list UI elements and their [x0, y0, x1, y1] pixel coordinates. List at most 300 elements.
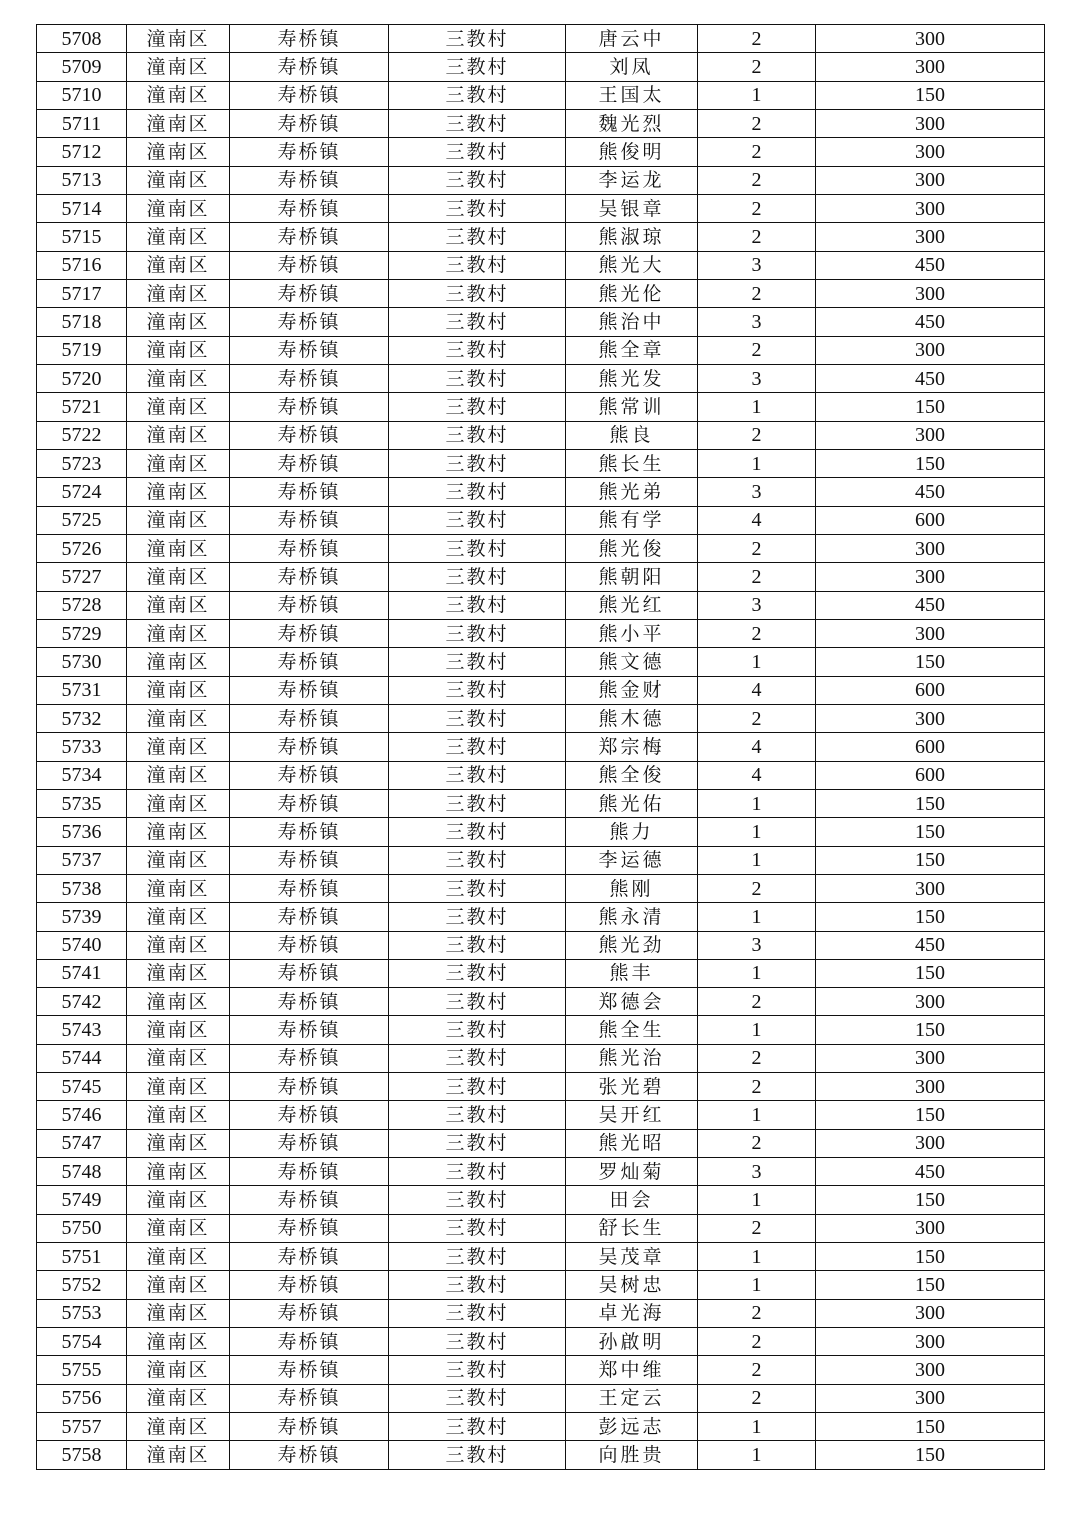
district-cell: 潼南区 — [127, 1073, 230, 1101]
serial-number-cell: 5711 — [37, 109, 127, 137]
amount-cell: 300 — [816, 1073, 1045, 1101]
amount-cell: 300 — [816, 874, 1045, 902]
amount-cell: 150 — [816, 1413, 1045, 1441]
name-cell: 彭远志 — [566, 1413, 698, 1441]
district-cell: 潼南区 — [127, 478, 230, 506]
household-size-cell: 3 — [698, 251, 816, 279]
serial-number-cell: 5751 — [37, 1243, 127, 1271]
district-cell: 潼南区 — [127, 988, 230, 1016]
village-cell: 三教村 — [389, 704, 566, 732]
name-cell: 熊光弟 — [566, 478, 698, 506]
name-cell: 熊金财 — [566, 676, 698, 704]
village-cell: 三教村 — [389, 591, 566, 619]
district-cell: 潼南区 — [127, 166, 230, 194]
town-cell: 寿桥镇 — [230, 1299, 389, 1327]
town-cell: 寿桥镇 — [230, 421, 389, 449]
name-cell: 熊有学 — [566, 506, 698, 534]
serial-number-cell: 5725 — [37, 506, 127, 534]
household-size-cell: 2 — [698, 53, 816, 81]
village-cell: 三教村 — [389, 421, 566, 449]
town-cell: 寿桥镇 — [230, 534, 389, 562]
district-cell: 潼南区 — [127, 1016, 230, 1044]
name-cell: 郑中维 — [566, 1356, 698, 1384]
district-cell: 潼南区 — [127, 364, 230, 392]
household-size-cell: 4 — [698, 676, 816, 704]
name-cell: 王定云 — [566, 1384, 698, 1412]
district-cell: 潼南区 — [127, 789, 230, 817]
table-row — [37, 166, 1045, 194]
serial-number-cell: 5719 — [37, 336, 127, 364]
amount-cell: 450 — [816, 308, 1045, 336]
amount-cell: 450 — [816, 591, 1045, 619]
town-cell: 寿桥镇 — [230, 1243, 389, 1271]
household-size-cell: 2 — [698, 988, 816, 1016]
district-cell: 潼南区 — [127, 449, 230, 477]
amount-cell: 150 — [816, 846, 1045, 874]
village-cell: 三教村 — [389, 676, 566, 704]
name-cell: 张光碧 — [566, 1073, 698, 1101]
amount-cell: 300 — [816, 421, 1045, 449]
town-cell: 寿桥镇 — [230, 1384, 389, 1412]
town-cell: 寿桥镇 — [230, 279, 389, 307]
amount-cell: 300 — [816, 279, 1045, 307]
amount-cell: 300 — [816, 138, 1045, 166]
amount-cell: 300 — [816, 704, 1045, 732]
household-size-cell: 2 — [698, 1356, 816, 1384]
serial-number-cell: 5740 — [37, 931, 127, 959]
name-cell: 熊光大 — [566, 251, 698, 279]
table-row — [37, 251, 1045, 279]
village-cell: 三教村 — [389, 1243, 566, 1271]
amount-cell: 150 — [816, 789, 1045, 817]
table-row — [37, 478, 1045, 506]
table-row — [37, 1129, 1045, 1157]
household-size-cell: 1 — [698, 1016, 816, 1044]
town-cell: 寿桥镇 — [230, 1441, 389, 1469]
name-cell: 吴开红 — [566, 1101, 698, 1129]
amount-cell: 150 — [816, 959, 1045, 987]
district-cell: 潼南区 — [127, 1243, 230, 1271]
serial-number-cell: 5728 — [37, 591, 127, 619]
district-cell: 潼南区 — [127, 109, 230, 137]
village-cell: 三教村 — [389, 194, 566, 222]
district-cell: 潼南区 — [127, 251, 230, 279]
amount-cell: 300 — [816, 1044, 1045, 1072]
name-cell: 魏光烈 — [566, 109, 698, 137]
table-row — [37, 364, 1045, 392]
town-cell: 寿桥镇 — [230, 81, 389, 109]
household-size-cell: 2 — [698, 1214, 816, 1242]
serial-number-cell: 5737 — [37, 846, 127, 874]
village-cell: 三教村 — [389, 449, 566, 477]
village-cell: 三教村 — [389, 166, 566, 194]
village-cell: 三教村 — [389, 364, 566, 392]
district-cell: 潼南区 — [127, 931, 230, 959]
amount-cell: 300 — [816, 1384, 1045, 1412]
amount-cell: 450 — [816, 1158, 1045, 1186]
amount-cell: 450 — [816, 931, 1045, 959]
table-row — [37, 931, 1045, 959]
table-row — [37, 81, 1045, 109]
household-size-cell: 3 — [698, 1158, 816, 1186]
serial-number-cell: 5720 — [37, 364, 127, 392]
name-cell: 郑德会 — [566, 988, 698, 1016]
village-cell: 三教村 — [389, 53, 566, 81]
amount-cell: 300 — [816, 166, 1045, 194]
table-row — [37, 393, 1045, 421]
serial-number-cell: 5735 — [37, 789, 127, 817]
serial-number-cell: 5731 — [37, 676, 127, 704]
village-cell: 三教村 — [389, 761, 566, 789]
district-cell: 潼南区 — [127, 81, 230, 109]
table-row — [37, 789, 1045, 817]
amount-cell: 300 — [816, 109, 1045, 137]
name-cell: 熊永清 — [566, 903, 698, 931]
serial-number-cell: 5756 — [37, 1384, 127, 1412]
name-cell: 李运龙 — [566, 166, 698, 194]
town-cell: 寿桥镇 — [230, 109, 389, 137]
amount-cell: 300 — [816, 1328, 1045, 1356]
village-cell: 三教村 — [389, 619, 566, 647]
household-size-cell: 2 — [698, 1299, 816, 1327]
household-size-cell: 2 — [698, 138, 816, 166]
table-row — [37, 563, 1045, 591]
amount-cell: 450 — [816, 364, 1045, 392]
name-cell: 向胜贵 — [566, 1441, 698, 1469]
table-row — [37, 1384, 1045, 1412]
serial-number-cell: 5744 — [37, 1044, 127, 1072]
table-row — [37, 959, 1045, 987]
town-cell: 寿桥镇 — [230, 364, 389, 392]
amount-cell: 150 — [816, 818, 1045, 846]
table-row — [37, 1158, 1045, 1186]
village-cell: 三教村 — [389, 789, 566, 817]
serial-number-cell: 5716 — [37, 251, 127, 279]
amount-cell: 150 — [816, 1271, 1045, 1299]
table-row — [37, 53, 1045, 81]
serial-number-cell: 5710 — [37, 81, 127, 109]
amount-cell: 300 — [816, 619, 1045, 647]
household-size-cell: 1 — [698, 789, 816, 817]
serial-number-cell: 5712 — [37, 138, 127, 166]
serial-number-cell: 5738 — [37, 874, 127, 902]
household-size-cell: 2 — [698, 194, 816, 222]
household-size-cell: 4 — [698, 761, 816, 789]
amount-cell: 150 — [816, 1243, 1045, 1271]
district-cell: 潼南区 — [127, 619, 230, 647]
district-cell: 潼南区 — [127, 676, 230, 704]
household-size-cell: 2 — [698, 223, 816, 251]
district-cell: 潼南区 — [127, 846, 230, 874]
district-cell: 潼南区 — [127, 1158, 230, 1186]
table-row — [37, 223, 1045, 251]
table-row — [37, 903, 1045, 931]
table-row — [37, 761, 1045, 789]
serial-number-cell: 5753 — [37, 1299, 127, 1327]
village-cell: 三教村 — [389, 1073, 566, 1101]
town-cell: 寿桥镇 — [230, 1356, 389, 1384]
amount-cell: 150 — [816, 903, 1045, 931]
town-cell: 寿桥镇 — [230, 874, 389, 902]
village-cell: 三教村 — [389, 1356, 566, 1384]
amount-cell: 150 — [816, 1016, 1045, 1044]
name-cell: 吴树忠 — [566, 1271, 698, 1299]
name-cell: 熊文德 — [566, 648, 698, 676]
village-cell: 三教村 — [389, 25, 566, 53]
village-cell: 三教村 — [389, 1186, 566, 1214]
village-cell: 三教村 — [389, 251, 566, 279]
district-cell: 潼南区 — [127, 1214, 230, 1242]
town-cell: 寿桥镇 — [230, 478, 389, 506]
district-cell: 潼南区 — [127, 279, 230, 307]
district-cell: 潼南区 — [127, 336, 230, 364]
table-row — [37, 676, 1045, 704]
serial-number-cell: 5745 — [37, 1073, 127, 1101]
district-cell: 潼南区 — [127, 138, 230, 166]
district-cell: 潼南区 — [127, 959, 230, 987]
table-row — [37, 1328, 1045, 1356]
town-cell: 寿桥镇 — [230, 704, 389, 732]
town-cell: 寿桥镇 — [230, 988, 389, 1016]
name-cell: 熊光劲 — [566, 931, 698, 959]
district-cell: 潼南区 — [127, 1044, 230, 1072]
name-cell: 熊朝阳 — [566, 563, 698, 591]
name-cell: 吴茂章 — [566, 1243, 698, 1271]
name-cell: 田会 — [566, 1186, 698, 1214]
table-row — [37, 1214, 1045, 1242]
name-cell: 熊光治 — [566, 1044, 698, 1072]
amount-cell: 300 — [816, 53, 1045, 81]
village-cell: 三教村 — [389, 138, 566, 166]
village-cell: 三教村 — [389, 1441, 566, 1469]
town-cell: 寿桥镇 — [230, 818, 389, 846]
district-cell: 潼南区 — [127, 1299, 230, 1327]
village-cell: 三教村 — [389, 988, 566, 1016]
household-size-cell: 1 — [698, 1271, 816, 1299]
village-cell: 三教村 — [389, 563, 566, 591]
town-cell: 寿桥镇 — [230, 25, 389, 53]
district-cell: 潼南区 — [127, 591, 230, 619]
district-cell: 潼南区 — [127, 903, 230, 931]
town-cell: 寿桥镇 — [230, 1073, 389, 1101]
household-size-cell: 1 — [698, 1186, 816, 1214]
town-cell: 寿桥镇 — [230, 194, 389, 222]
name-cell: 卓光海 — [566, 1299, 698, 1327]
amount-cell: 300 — [816, 563, 1045, 591]
village-cell: 三教村 — [389, 534, 566, 562]
district-cell: 潼南区 — [127, 1356, 230, 1384]
serial-number-cell: 5714 — [37, 194, 127, 222]
table-row — [37, 1356, 1045, 1384]
town-cell: 寿桥镇 — [230, 336, 389, 364]
name-cell: 熊光昭 — [566, 1129, 698, 1157]
table-row — [37, 506, 1045, 534]
amount-cell: 300 — [816, 1214, 1045, 1242]
amount-cell: 150 — [816, 1441, 1045, 1469]
household-size-cell: 3 — [698, 478, 816, 506]
table-row — [37, 988, 1045, 1016]
table-row — [37, 421, 1045, 449]
household-size-cell: 1 — [698, 1243, 816, 1271]
amount-cell: 300 — [816, 223, 1045, 251]
name-cell: 舒长生 — [566, 1214, 698, 1242]
table-row — [37, 1044, 1045, 1072]
district-cell: 潼南区 — [127, 1441, 230, 1469]
household-size-cell: 3 — [698, 931, 816, 959]
serial-number-cell: 5749 — [37, 1186, 127, 1214]
amount-cell: 150 — [816, 393, 1045, 421]
town-cell: 寿桥镇 — [230, 53, 389, 81]
name-cell: 熊光发 — [566, 364, 698, 392]
name-cell: 熊淑琼 — [566, 223, 698, 251]
amount-cell: 450 — [816, 478, 1045, 506]
town-cell: 寿桥镇 — [230, 223, 389, 251]
serial-number-cell: 5717 — [37, 279, 127, 307]
town-cell: 寿桥镇 — [230, 903, 389, 931]
table-row — [37, 1186, 1045, 1214]
roster-body — [37, 25, 1045, 1470]
household-size-cell: 1 — [698, 1101, 816, 1129]
household-size-cell: 1 — [698, 846, 816, 874]
town-cell: 寿桥镇 — [230, 846, 389, 874]
district-cell: 潼南区 — [127, 733, 230, 761]
household-size-cell: 1 — [698, 393, 816, 421]
household-size-cell: 2 — [698, 563, 816, 591]
serial-number-cell: 5730 — [37, 648, 127, 676]
household-size-cell: 1 — [698, 903, 816, 931]
serial-number-cell: 5743 — [37, 1016, 127, 1044]
name-cell: 刘凤 — [566, 53, 698, 81]
name-cell: 唐云中 — [566, 25, 698, 53]
name-cell: 熊常训 — [566, 393, 698, 421]
household-size-cell: 2 — [698, 1328, 816, 1356]
amount-cell: 150 — [816, 449, 1045, 477]
name-cell: 熊光俊 — [566, 534, 698, 562]
town-cell: 寿桥镇 — [230, 931, 389, 959]
table-row — [37, 109, 1045, 137]
town-cell: 寿桥镇 — [230, 676, 389, 704]
name-cell: 李运德 — [566, 846, 698, 874]
district-cell: 潼南区 — [127, 818, 230, 846]
amount-cell: 150 — [816, 1101, 1045, 1129]
village-cell: 三教村 — [389, 1044, 566, 1072]
household-size-cell: 2 — [698, 1384, 816, 1412]
serial-number-cell: 5733 — [37, 733, 127, 761]
roster-table — [36, 24, 1045, 1470]
district-cell: 潼南区 — [127, 1186, 230, 1214]
town-cell: 寿桥镇 — [230, 449, 389, 477]
town-cell: 寿桥镇 — [230, 1016, 389, 1044]
household-size-cell: 1 — [698, 959, 816, 987]
household-size-cell: 2 — [698, 166, 816, 194]
serial-number-cell: 5758 — [37, 1441, 127, 1469]
name-cell: 王国太 — [566, 81, 698, 109]
household-size-cell: 2 — [698, 421, 816, 449]
serial-number-cell: 5741 — [37, 959, 127, 987]
district-cell: 潼南区 — [127, 308, 230, 336]
district-cell: 潼南区 — [127, 25, 230, 53]
serial-number-cell: 5757 — [37, 1413, 127, 1441]
name-cell: 熊俊明 — [566, 138, 698, 166]
household-size-cell: 1 — [698, 449, 816, 477]
serial-number-cell: 5727 — [37, 563, 127, 591]
table-row — [37, 308, 1045, 336]
village-cell: 三教村 — [389, 1271, 566, 1299]
district-cell: 潼南区 — [127, 704, 230, 732]
household-size-cell: 1 — [698, 648, 816, 676]
district-cell: 潼南区 — [127, 421, 230, 449]
town-cell: 寿桥镇 — [230, 1044, 389, 1072]
village-cell: 三教村 — [389, 393, 566, 421]
serial-number-cell: 5729 — [37, 619, 127, 647]
table-row — [37, 138, 1045, 166]
table-row — [37, 25, 1045, 53]
district-cell: 潼南区 — [127, 563, 230, 591]
household-size-cell: 3 — [698, 364, 816, 392]
serial-number-cell: 5754 — [37, 1328, 127, 1356]
district-cell: 潼南区 — [127, 1413, 230, 1441]
village-cell: 三教村 — [389, 818, 566, 846]
village-cell: 三教村 — [389, 1158, 566, 1186]
village-cell: 三教村 — [389, 1413, 566, 1441]
amount-cell: 300 — [816, 534, 1045, 562]
village-cell: 三教村 — [389, 478, 566, 506]
household-size-cell: 2 — [698, 1073, 816, 1101]
amount-cell: 150 — [816, 1186, 1045, 1214]
village-cell: 三教村 — [389, 279, 566, 307]
village-cell: 三教村 — [389, 959, 566, 987]
town-cell: 寿桥镇 — [230, 506, 389, 534]
table-row — [37, 704, 1045, 732]
amount-cell: 600 — [816, 506, 1045, 534]
name-cell: 熊刚 — [566, 874, 698, 902]
serial-number-cell: 5732 — [37, 704, 127, 732]
amount-cell: 300 — [816, 988, 1045, 1016]
district-cell: 潼南区 — [127, 874, 230, 902]
table-row — [37, 648, 1045, 676]
village-cell: 三教村 — [389, 1328, 566, 1356]
serial-number-cell: 5723 — [37, 449, 127, 477]
household-size-cell: 1 — [698, 1413, 816, 1441]
serial-number-cell: 5718 — [37, 308, 127, 336]
district-cell: 潼南区 — [127, 761, 230, 789]
village-cell: 三教村 — [389, 733, 566, 761]
serial-number-cell: 5724 — [37, 478, 127, 506]
town-cell: 寿桥镇 — [230, 138, 389, 166]
name-cell: 孙啟明 — [566, 1328, 698, 1356]
town-cell: 寿桥镇 — [230, 1413, 389, 1441]
village-cell: 三教村 — [389, 874, 566, 902]
town-cell: 寿桥镇 — [230, 251, 389, 279]
name-cell: 熊小平 — [566, 619, 698, 647]
household-size-cell: 1 — [698, 1441, 816, 1469]
amount-cell: 450 — [816, 251, 1045, 279]
table-row — [37, 733, 1045, 761]
town-cell: 寿桥镇 — [230, 308, 389, 336]
amount-cell: 150 — [816, 648, 1045, 676]
village-cell: 三教村 — [389, 931, 566, 959]
district-cell: 潼南区 — [127, 223, 230, 251]
household-size-cell: 4 — [698, 506, 816, 534]
table-row — [37, 534, 1045, 562]
table-row — [37, 1073, 1045, 1101]
village-cell: 三教村 — [389, 506, 566, 534]
village-cell: 三教村 — [389, 1016, 566, 1044]
name-cell: 熊木德 — [566, 704, 698, 732]
table-row — [37, 194, 1045, 222]
amount-cell: 300 — [816, 1299, 1045, 1327]
village-cell: 三教村 — [389, 1101, 566, 1129]
